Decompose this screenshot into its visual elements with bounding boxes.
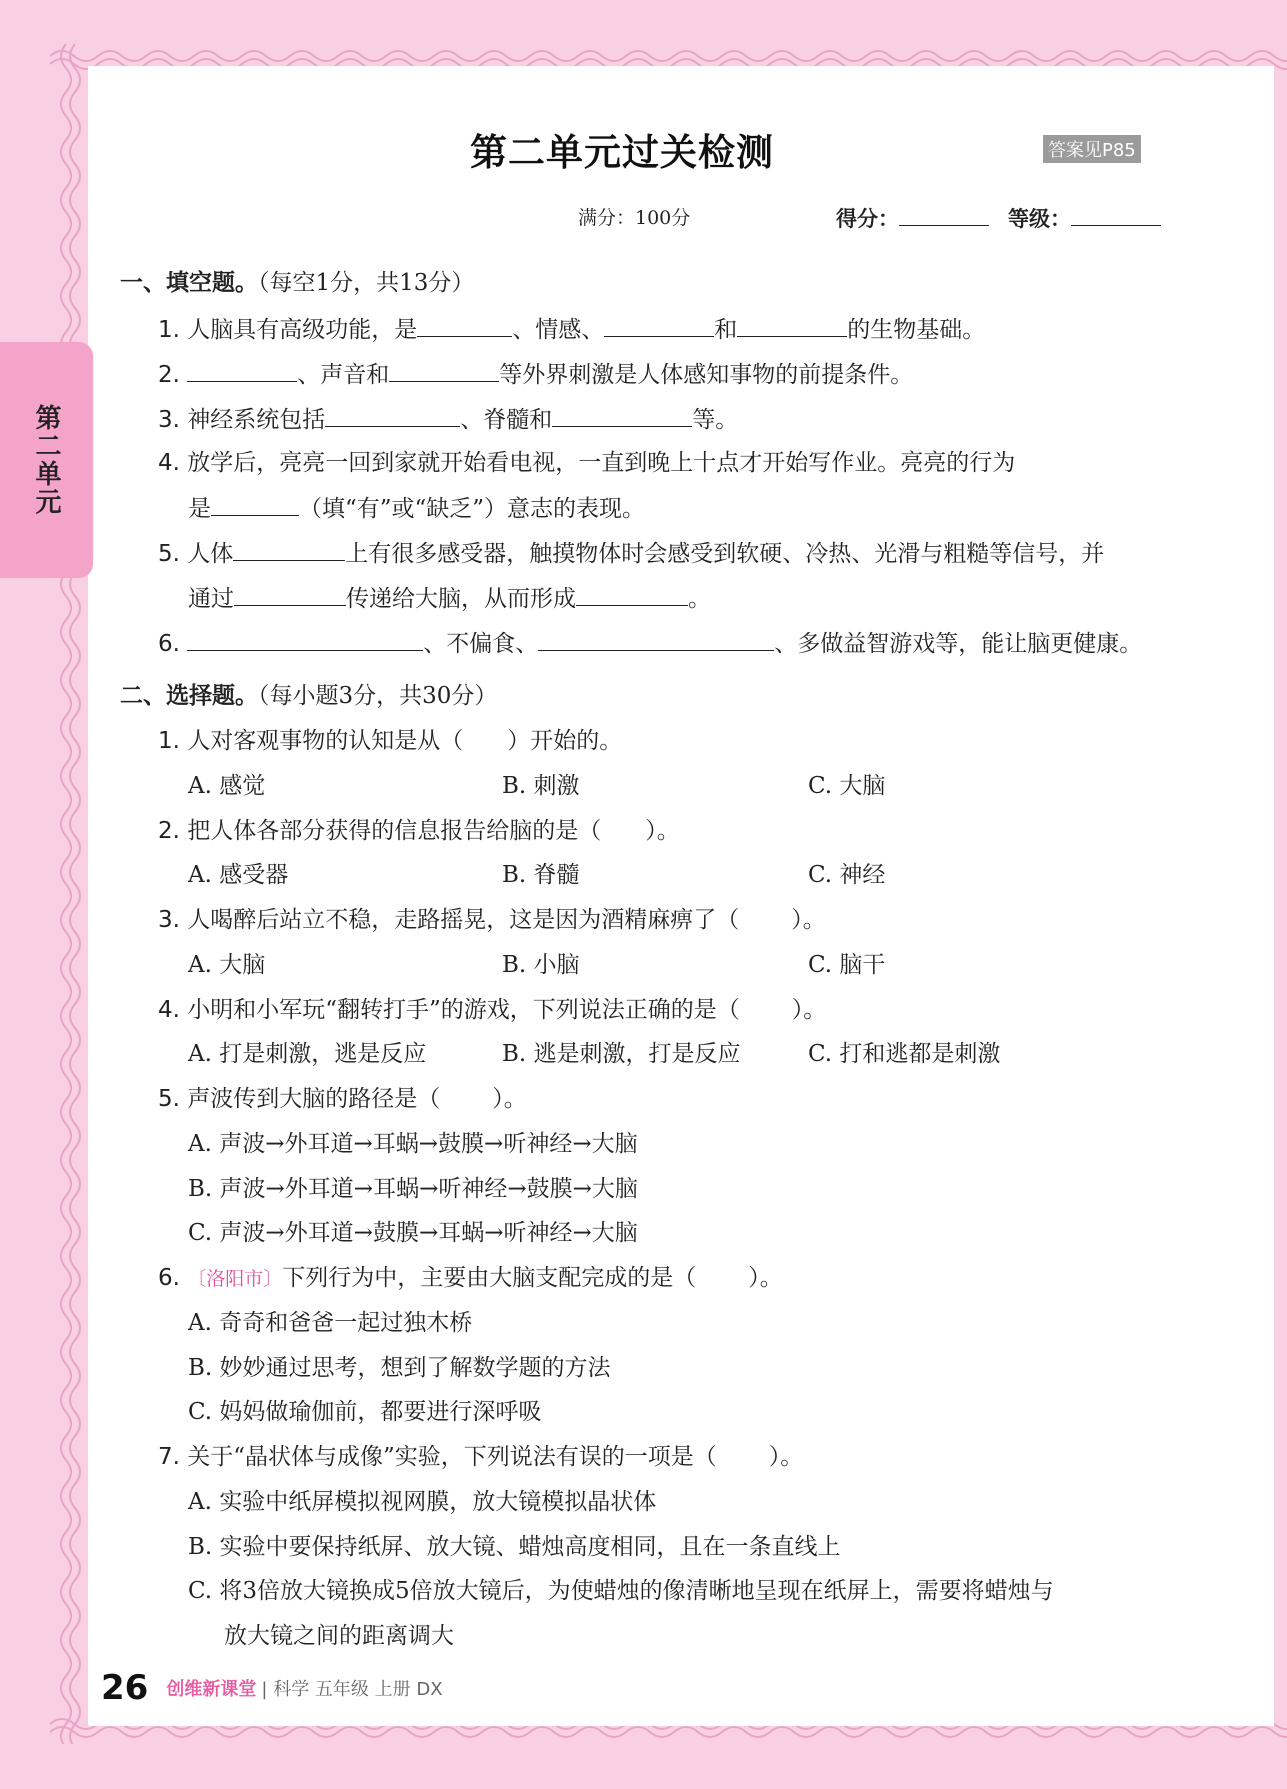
answer-blank[interactable] — [187, 358, 297, 382]
left-wave-border — [50, 44, 90, 1744]
choice-option[interactable]: A. 奇奇和爸爸一起过独木桥 — [188, 1310, 473, 1336]
choice-option[interactable]: C. 大脑 — [808, 773, 886, 799]
choice-option-cont: 放大镜之间的距离调大 — [224, 1623, 454, 1649]
choice-option[interactable]: C. 神经 — [808, 862, 886, 888]
choice-option[interactable]: C. 将3倍放大镜换成5倍放大镜后，为使蜡烛的像清晰地呈现在纸屏上，需要将蜡烛与 — [188, 1578, 1054, 1604]
full-score: 满分：100分 — [578, 207, 691, 229]
answer-blank[interactable] — [211, 492, 299, 516]
choice-option[interactable]: A. 感觉 — [188, 773, 266, 799]
fill-question-4-cont: 是 （填“有”或“缺乏”）意志的表现。 — [188, 492, 645, 524]
grade-field: 等级： — [1008, 203, 1161, 233]
page-footer — [101, 1668, 443, 1708]
fill-question-2: 2. 、声音和 等外界刺激是人体感知事物的前提条件。 — [158, 358, 913, 390]
fill-question-1: 1. 人脑具有高级功能，是 、情感、 和 的生物基础。 — [158, 313, 985, 345]
choice-question-5: 5. 声波传到大脑的路径是（ ）。 — [158, 1086, 527, 1112]
region-tag: 〔洛阳市〕 — [187, 1268, 283, 1290]
choice-option[interactable]: C. 声波→外耳道→鼓膜→耳蜗→听神经→大脑 — [188, 1220, 638, 1246]
section1-heading: 一、填空题。（每空1分，共13分） — [120, 270, 475, 296]
choice-question-2: 2. 把人体各部分获得的信息报告给脑的是（ ）。 — [158, 818, 680, 844]
answer-blank[interactable] — [325, 403, 460, 427]
fill-question-5: 5. 人体 上有很多感受器，触摸物体时会感受到软硬、冷热、光滑与粗糙等信号，并 — [158, 537, 1104, 569]
choice-option[interactable]: C. 妈妈做瑜伽前，都要进行深呼吸 — [188, 1399, 542, 1425]
choice-option[interactable]: A. 声波→外耳道→耳蜗→鼓膜→听神经→大脑 — [188, 1131, 638, 1157]
choice-option[interactable]: C. 打和逃都是刺激 — [808, 1041, 1001, 1067]
answer-blank[interactable] — [187, 627, 423, 651]
choice-option[interactable]: B. 脊髓 — [502, 862, 580, 888]
choice-option[interactable]: B. 小脑 — [502, 952, 580, 978]
section2-heading: 二、选择题。（每小题3分，共30分） — [120, 683, 498, 709]
choice-option[interactable]: A. 打是刺激，逃是反应 — [188, 1041, 427, 1067]
answer-reference-badge: 答案见P85 — [1043, 135, 1141, 163]
brand-name: 创维新课堂 — [166, 1679, 257, 1700]
unit-side-tab: 第二单元 — [0, 342, 93, 578]
fill-question-4: 4. 放学后，亮亮一回到家就开始看电视，一直到晚上十点才开始写作业。亮亮的行为 — [158, 450, 1016, 476]
answer-blank[interactable] — [737, 313, 847, 337]
answer-blank[interactable] — [233, 537, 345, 561]
choice-question-7: 7. 关于“晶状体与成像”实验，下列说法有误的一项是（ ）。 — [158, 1444, 804, 1470]
choice-option[interactable]: B. 声波→外耳道→耳蜗→听神经→鼓膜→大脑 — [188, 1176, 638, 1202]
answer-blank[interactable] — [417, 313, 512, 337]
choice-question-3: 3. 人喝醉后站立不稳，走路摇晃，这是因为酒精麻痹了（ ）。 — [158, 907, 826, 933]
page-number: 26 — [101, 1668, 149, 1708]
answer-blank[interactable] — [552, 403, 692, 427]
book-info: | 科学 五年级 上册 DX — [261, 1679, 443, 1700]
choice-option[interactable]: C. 脑干 — [808, 952, 886, 978]
choice-option[interactable]: A. 大脑 — [188, 952, 266, 978]
choice-question-1: 1. 人对客观事物的认知是从（ ）开始的。 — [158, 728, 623, 754]
page-title: 第二单元过关检测 — [470, 131, 774, 174]
choice-question-6: 6. 〔洛阳市〕下列行为中，主要由大脑支配完成的是（ ）。 — [158, 1265, 783, 1291]
score-field: 得分： — [836, 203, 989, 233]
fill-question-3: 3. 神经系统包括 、脊髓和 等。 — [158, 403, 738, 435]
answer-blank[interactable] — [576, 582, 688, 606]
answer-blank[interactable] — [604, 313, 714, 337]
choice-option[interactable]: A. 感受器 — [188, 862, 289, 888]
choice-option[interactable]: B. 逃是刺激，打是反应 — [502, 1041, 741, 1067]
answer-blank[interactable] — [389, 358, 499, 382]
choice-option[interactable]: B. 妙妙通过思考，想到了解数学题的方法 — [188, 1355, 611, 1381]
answer-blank[interactable] — [234, 582, 346, 606]
fill-question-6: 6. 、不偏食、 、多做益智游戏等，能让脑更健康。 — [158, 627, 1142, 659]
choice-option[interactable]: B. 刺激 — [502, 773, 580, 799]
answer-blank[interactable] — [538, 627, 774, 651]
fill-question-5-cont: 通过 传递给大脑，从而形成 。 — [188, 582, 711, 614]
choice-option[interactable]: A. 实验中纸屏模拟视网膜，放大镜模拟晶状体 — [188, 1489, 657, 1515]
choice-question-4: 4. 小明和小军玩“翻转打手”的游戏，下列说法正确的是（ ）。 — [158, 997, 827, 1023]
choice-option[interactable]: B. 实验中要保持纸屏、放大镜、蜡烛高度相同，且在一条直线上 — [188, 1534, 841, 1560]
